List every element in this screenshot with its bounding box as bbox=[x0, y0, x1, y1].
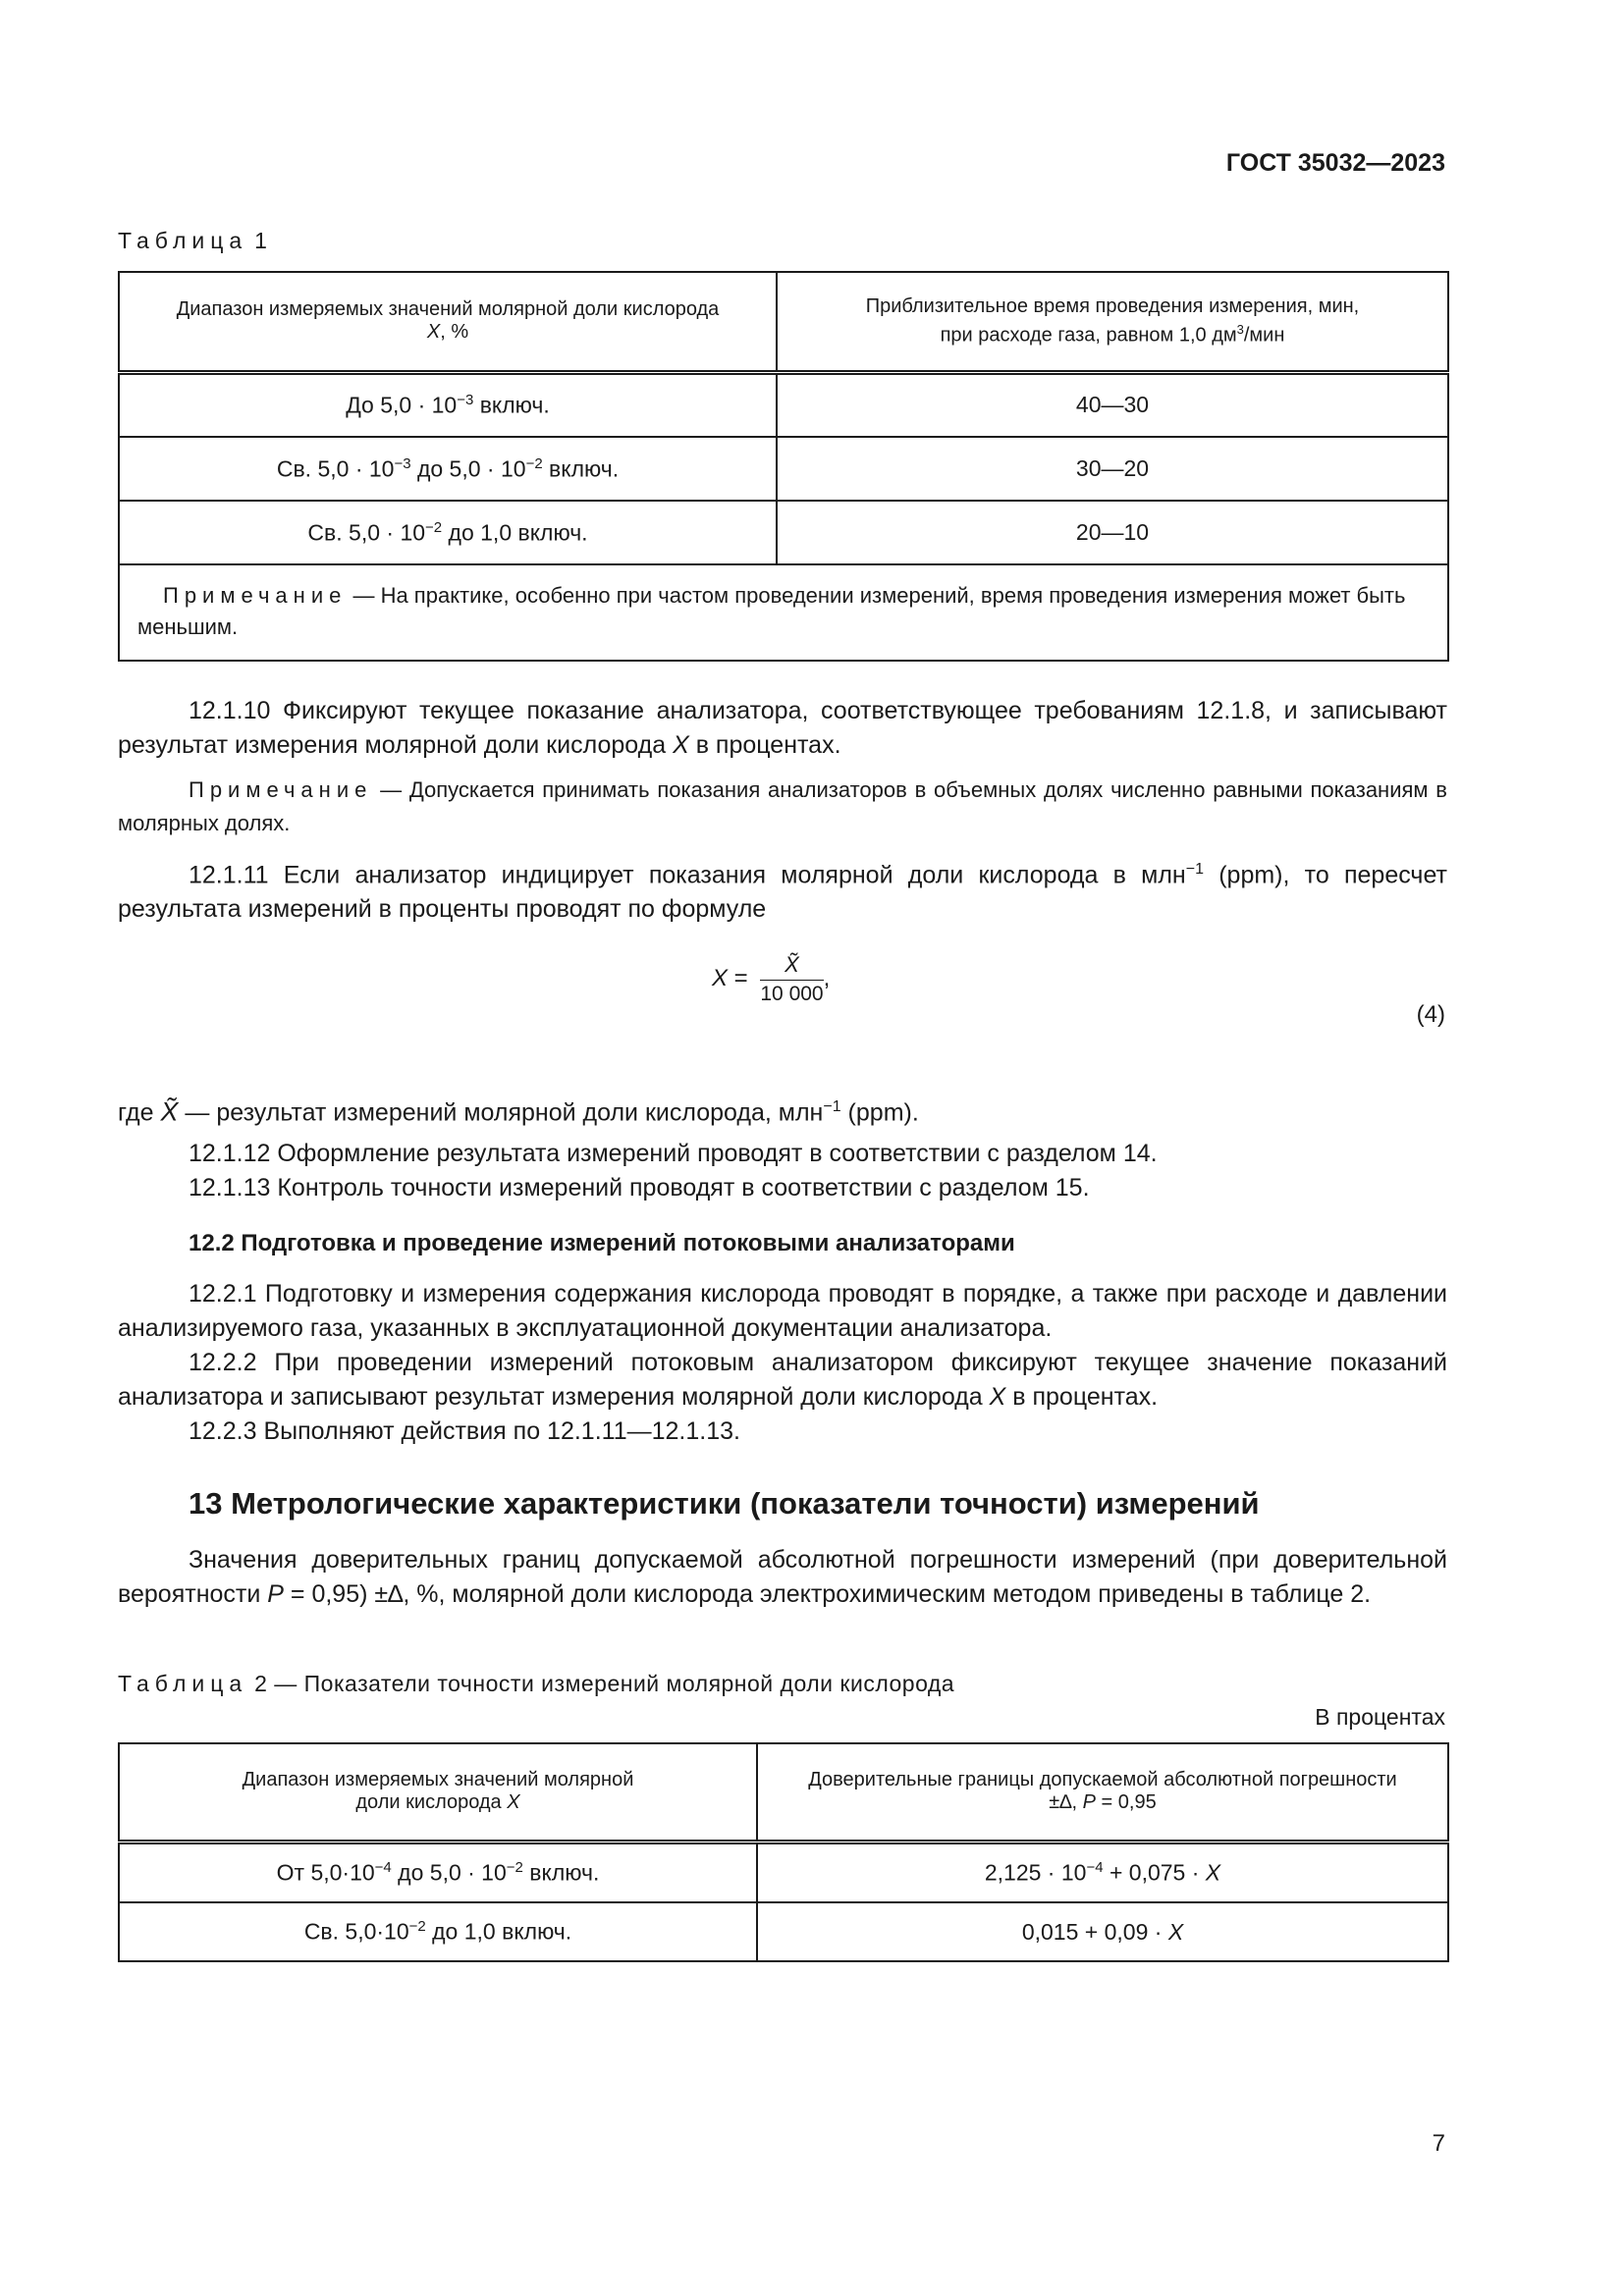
variable: P bbox=[267, 1580, 284, 1608]
paragraph-13 bbox=[118, 1543, 1447, 1612]
table2-header-row bbox=[119, 1743, 1448, 1842]
section-heading-13: 13 Метрологические характеристики (показатели точности) измерений bbox=[189, 1486, 1260, 1521]
table2-range-cell bbox=[119, 1842, 757, 1902]
range-sup: −3 bbox=[394, 454, 411, 472]
formula-fraction bbox=[760, 952, 823, 1006]
error-var: X bbox=[1205, 1859, 1221, 1886]
table1-caption bbox=[118, 228, 267, 254]
range-sup: −4 bbox=[374, 1858, 392, 1876]
formula-explanation bbox=[118, 1090, 1447, 1130]
table2-header-error-line2-end: = 0,95 bbox=[1095, 1791, 1157, 1814]
table-row bbox=[119, 501, 1448, 564]
paragraph-12-2-1: 12.2.1 Подготовку и измерения содержания кислорода проводят в порядке, а также при расходе и давлении анализируемого газа, указанных в эксплуатационной документации анализатора. bbox=[118, 1280, 1447, 1342]
table1-time-cell: 40—30 bbox=[777, 372, 1448, 437]
table1-header-row bbox=[119, 272, 1448, 372]
table1-header-range-unit: , % bbox=[440, 321, 469, 344]
paragraph-12-1-12: 12.1.12 Оформление результата измерений проводят в соответствии с разделом 14. bbox=[189, 1140, 1158, 1167]
table1-caption-number: 1 bbox=[254, 228, 268, 253]
table1-range-cell bbox=[119, 372, 777, 437]
superscript: −1 bbox=[823, 1098, 841, 1115]
note-analyzer bbox=[118, 774, 1447, 840]
table2 bbox=[118, 1742, 1449, 1962]
paragraph-12-1-13: 12.1.13 Контроль точности измерений проводят в соответствии с разделом 15. bbox=[189, 1174, 1090, 1201]
table-row bbox=[119, 372, 1448, 437]
error-text: + 0,075 · bbox=[1103, 1859, 1206, 1886]
formula-lhs: X bbox=[712, 964, 729, 991]
paragraph-text: 12.1.11 Если анализатор индицирует показания молярной доли кислорода в млн bbox=[189, 861, 1186, 889]
note-word: Примечание bbox=[189, 777, 373, 802]
table1-range-cell bbox=[119, 501, 777, 564]
table2-error-cell bbox=[757, 1902, 1448, 1961]
table-row bbox=[119, 1902, 1448, 1961]
table1-header-range-var: X bbox=[426, 321, 441, 344]
table1-note-word: Примечание bbox=[163, 583, 348, 608]
table-row bbox=[119, 437, 1448, 501]
paragraph-text: (ppm), то пересчет результата измерений в проценты проводят по формуле bbox=[118, 861, 1447, 924]
formula-equals: = bbox=[728, 964, 755, 991]
table1-header-time-unit: /мин bbox=[1243, 324, 1285, 347]
error-sup: −4 bbox=[1086, 1858, 1104, 1876]
paragraph-12-1-10 bbox=[118, 694, 1447, 763]
table-row bbox=[119, 1842, 1448, 1902]
range-text: включ. bbox=[542, 455, 620, 482]
standard-designation: ГОСТ 35032—2023 bbox=[1225, 149, 1445, 177]
table1 bbox=[118, 271, 1449, 662]
range-sup: −2 bbox=[425, 518, 443, 536]
paragraph-text: в процентах. bbox=[688, 731, 841, 759]
range-text: до 1,0 включ. bbox=[442, 519, 588, 546]
paragraph-12-2-3: 12.2.3 Выполняют действия по 12.1.11—12.1.13. bbox=[189, 1417, 740, 1445]
range-sup: −2 bbox=[408, 1918, 426, 1936]
table1-note bbox=[119, 564, 1448, 661]
formula-4 bbox=[712, 952, 830, 1006]
formula-denominator: 10 000 bbox=[760, 983, 824, 1005]
variable: X bbox=[989, 1383, 1006, 1411]
formula-numerator: X̃ bbox=[760, 952, 823, 981]
paragraph-12-1-11 bbox=[118, 852, 1447, 927]
error-text: 2,125 · 10 bbox=[984, 1859, 1087, 1886]
range-text: включ. bbox=[473, 392, 550, 418]
section-heading-12-2: 12.2 Подготовка и проведение измерений потоковыми анализаторами bbox=[189, 1230, 1015, 1256]
table2-unit-note: В процентах bbox=[1315, 1704, 1445, 1730]
range-text: От 5,0·10 bbox=[276, 1859, 375, 1886]
range-text: Св. 5,0·10 bbox=[303, 1918, 409, 1945]
table1-note-row bbox=[119, 564, 1448, 661]
paragraph-text: Значения доверительных границ допускаемой абсолютной погрешности измерений (при доверительной вероятности bbox=[118, 1546, 1447, 1608]
range-sup: −2 bbox=[506, 1858, 523, 1876]
table2-range-cell bbox=[119, 1902, 757, 1961]
table2-caption-word: Таблица bbox=[118, 1671, 248, 1696]
table2-error-cell bbox=[757, 1842, 1448, 1902]
range-text: Св. 5,0 · 10 bbox=[276, 455, 395, 482]
where-text: — результат измерений молярной доли кислорода, млн bbox=[178, 1098, 824, 1127]
table2-header-error-var: P bbox=[1082, 1791, 1096, 1814]
table2-header-range-var: X bbox=[507, 1791, 520, 1814]
where-prefix: где bbox=[118, 1098, 161, 1127]
range-text: включ. bbox=[522, 1859, 600, 1886]
table1-header-time-line1: Приблизительное время проведения измерения, мин, bbox=[865, 294, 1360, 317]
paragraph-text: 12.2.2 При проведении измерений потоковым анализатором фиксируют текущее значение показаний анализатора и записывают результат измерения молярной доли кислорода bbox=[118, 1349, 1447, 1411]
table1-note-text: — На практике, особенно при частом проведении измерений, время проведения измерения может быть меньшим. bbox=[137, 583, 1406, 639]
paragraph-12-2-2 bbox=[118, 1346, 1447, 1415]
table1-header-range bbox=[119, 272, 777, 372]
table2-header-error-line1: Доверительные границы допускаемой абсолютной погрешности bbox=[808, 1769, 1397, 1791]
error-var: X bbox=[1167, 1918, 1184, 1945]
range-text: до 5,0 · 10 bbox=[391, 1859, 507, 1886]
paragraph-text: = 0,95) ±∆, %, молярной доли кислорода электрохимическим методом приведены в таблице 2. bbox=[283, 1580, 1372, 1608]
range-sup: −2 bbox=[525, 454, 543, 472]
table2-caption-text: 2 — Показатели точности измерений молярной доли кислорода bbox=[254, 1671, 955, 1696]
table2-header-error-line2: ±∆, bbox=[1049, 1791, 1083, 1814]
range-sup: −3 bbox=[457, 391, 474, 408]
table2-header-error bbox=[757, 1743, 1448, 1842]
error-text: 0,015 + 0,09 · bbox=[1021, 1918, 1168, 1945]
paragraph-text: в процентах. bbox=[1005, 1383, 1159, 1411]
page-number: 7 bbox=[1432, 2130, 1445, 2157]
superscript: −1 bbox=[1185, 861, 1204, 878]
table1-caption-word: Таблица bbox=[118, 228, 248, 253]
range-text: Св. 5,0 · 10 bbox=[307, 519, 426, 546]
table1-range-cell bbox=[119, 437, 777, 501]
variable: X bbox=[673, 731, 689, 759]
formula-comma: , bbox=[823, 964, 831, 991]
range-text: До 5,0 · 10 bbox=[346, 392, 458, 418]
table2-header-range-line1: Диапазон измеряемых значений молярной bbox=[242, 1769, 634, 1791]
table1-time-cell: 20—10 bbox=[777, 501, 1448, 564]
where-variable: X̃ bbox=[160, 1096, 179, 1127]
table1-time-cell: 30—20 bbox=[777, 437, 1448, 501]
table1-header-range-text: Диапазон измеряемых значений молярной доли кислорода bbox=[176, 298, 720, 321]
table2-header-range-line2: доли кислорода bbox=[355, 1791, 508, 1814]
where-end: (ppm). bbox=[840, 1098, 919, 1127]
table2-caption bbox=[118, 1671, 954, 1697]
table1-header-time bbox=[777, 272, 1448, 372]
range-text: до 5,0 · 10 bbox=[410, 455, 526, 482]
table2-header-range bbox=[119, 1743, 757, 1842]
paragraph-text: 12.1.10 Фиксируют текущее показание анализатора, соответствующее требованиям 12.1.8, и записывают результат измерения молярной доли кислорода bbox=[118, 697, 1447, 759]
range-text: до 1,0 включ. bbox=[425, 1918, 572, 1945]
table1-header-time-line2: при расходе газа, равном 1,0 дм bbox=[940, 324, 1237, 347]
note-text: — Допускается принимать показания анализаторов в объемных долях численно равными показаниям в молярных долях. bbox=[118, 777, 1447, 835]
table1-header-time-sup: 3 bbox=[1236, 321, 1244, 337]
equation-number: (4) bbox=[1416, 1001, 1445, 1028]
